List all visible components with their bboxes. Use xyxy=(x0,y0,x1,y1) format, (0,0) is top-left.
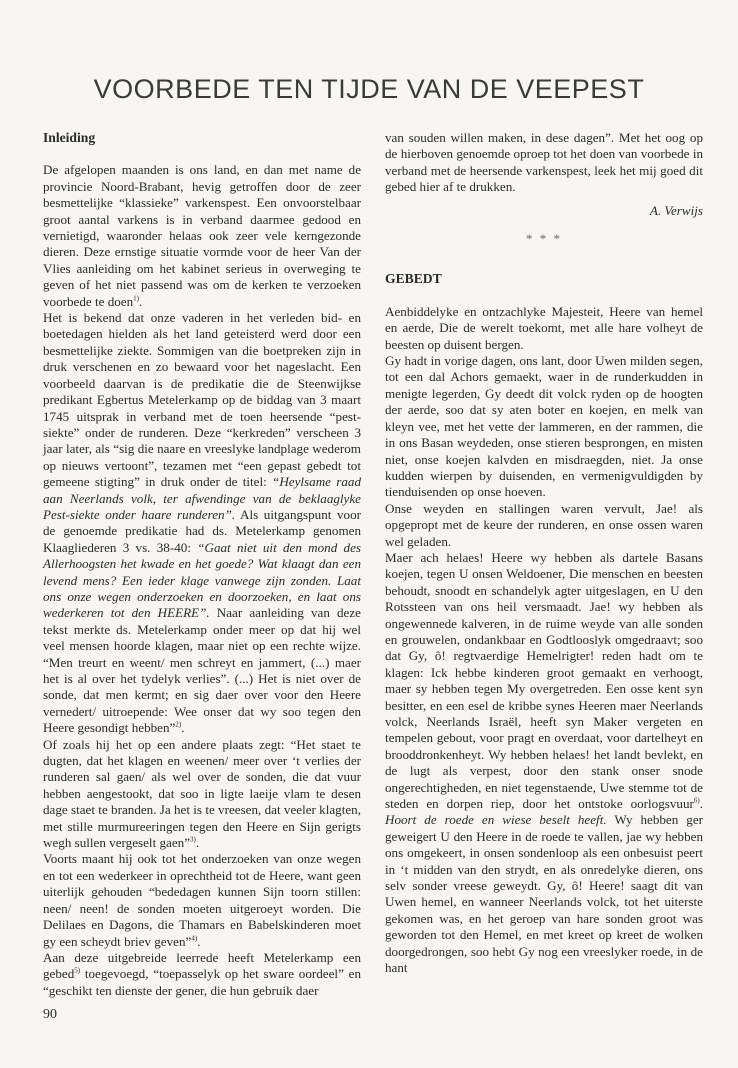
page-number: 90 xyxy=(43,1007,57,1022)
left-column xyxy=(43,130,361,999)
paragraph-4: Voorts maant hij ook tot het onderzoeken van onze wegen en tot een wederkeer in oprechtheid tot de Heere, want geen uiterlijk gehouden “bededagen kunnen Sijn toorn stillen: neen/ neen! de sonden moeten uitgeroeyt worden. Die Delilaes en Dagons, die Thamars en Babelskinderen moet gy een scheydt briev geven”$^{4)}$. xyxy=(43,851,361,949)
paragraph-5: Aan deze uitgebreide leerrede heeft Metelerkamp een gebed$^{5)}$ toegevoegd, “toepasselyk op het sware oordeel” en “geschikt ten dienste der gener, die hun gebruik daer xyxy=(43,949,361,998)
paragraph-3: Of zoals hij het op een andere plaats zegt: “Het staet te dugten, dat het klagen en weenen/ meer over ‘t verlies der runderen sal gaen/ als wel over de sonden, die dat vuur hebben aengestookt, dat soo in ligte laeije vlam te desen dage staet te branden. Ja het is te vreesen, dat veeler klagten, met stille murmureeringen tegen den Heere en Sijn gerigts wegh sullen vergeselt gaen”$^{3)}$. xyxy=(43,736,361,851)
footnote-ref-5[interactable]: 5) xyxy=(74,966,81,975)
paragraph-continued: van souden willen maken, in dese dagen”. Met het oog op de hierboven genoemde oproep tot het doen van voorbede in verband met de heersende varkenspest, leek het mij goed dit gebed hier af te drukken. xyxy=(385,130,703,195)
prayer-paragraph-2: Gy hadt in vorige dagen, ons lant, door Uwen milden segen, tot een dal Achors gemaekt, waer in de runderkudden in menigte legerden, Gy deedt dit volck ryden op de hoogten der aerde, soo dat sy aten boter en koejen, en melk van kleyn vee, met het vette der lammeren, en der rammen, die in ons Basan weydeden, onse stieren besprongen, en misten niet, onse koejen kalvden en misdraegden, niet. Ja onse kudden wierpen by duisenden, en vermenigvuldigden by tienduisenden op onse hoeven. xyxy=(385,353,703,500)
footnote-ref-3[interactable]: 3) xyxy=(190,835,196,844)
right-column xyxy=(385,130,703,977)
scripture-quote: “Gaat niet uit den mond des Allerhoogsten het kwade en het goede? Wat klaagt dan een levend mens? Een ieder klage vanwege zijn zonden. Laat ons onze wegen onderzoeken en doorzoeken, en laat ons wederkeren tot den HEERE”. xyxy=(43,539,362,621)
prayer-paragraph-4: Maer ach helaes! Heere wy hebben als dartele Basans koejen, tegen U onsen Weldoener, Die menschen en beesten behoudt, snoodt en schandelyk agter uitgeslagen, en U den Rotssteen van ons heil versmaadt. Jae! wy hebben als ongewennede kalveren, in de ruime weyde van alle sonden en grouwelen, ondankbaar en Godtlooslyk omgedraavt; soo dat Gy, ô! regtvaerdige Hemelrigter! reden hadt om te klagen: Ick hebbe kinderen groot gemaakt en verhoogt, maer sy hebben tegen My overgetreden. Een osse kent syn besitter, en een esel de kribbe synes Heeren maer Neerlands volck, Neerlands Israël, heeft syn Maker vergeten en tempelen gebout, voor pragt en overdaat, voor dartelheyt en brooddronkenheyt. Wy hebben helaes! het landt bevlekt, en de lugt als verpest, door den stank onser snode ongerechtigheden, en niet tegenstaende, Uwe stemme tot de steden en dorpen riep, door het ontstoke oorlogsvuur$^{6)}$. Hoort de roede en wiese beselt heeft. Wy hebben ger geweigert U den Heere in de roede te vallen, jae wy hebben ons omgekeert, in onsen sondenloop als een onbesuist peert in ‘t midden van den strydt, en als onredelyke dieren, ons selv sonder vreese geweydt. Gy, ô! Heere! saagt dit van Uwen hemel, en wanneer Neerlands volck, tot het uiterste gekomen was, en het geroep van hare sonden groot was geworden tot den Hemel, en met kreet op kreet de wolken doorgedrongen, soo hebt Gy nog een vreeslyker roede, in de hant xyxy=(385,549,704,976)
prayer-paragraph-3: Onse weyden en stallingen waren vervult, Jae! als opgepropt met de keure der runderen, en onse ossen waren wel geladen. xyxy=(385,500,703,549)
author-signature: A. Verwijs xyxy=(649,202,703,218)
footnote-ref-6[interactable]: 6) xyxy=(693,796,700,805)
paragraph-2: Het is bekend dat onze vaderen in het verleden bid- en boetedagen hielden als het land geteisterd werd door een besmettelijke ziekte. Sommigen van die boetpreken zijn in druk verschenen en zo bewaard voor het nageslacht. Een voorbeeld daarvan is de predikatie die de Steenwijkse predikant Egbertus Metelerkamp op de biddag van 3 maart 1745 uitsprak in verband met de toen heersende “pest-siekte” onder de runderen. Deze “kerkreden” verscheen 3 jaar later, als “sig die naare en vreeslyke landplage wederom op nieuws vertoont”, tezamen met “een gepast gebedt tot gemeene stigting” in druk onder de titel: “Heylsame raad aan Neerlands volk, ter afwendinge van de beklaaglyke Pest-siekte onder haare runderen”. Als uitgangspunt voor de genoemde predikatie had ds. Metelerkamp genomen Klaagliederen 3 vs. 38-40: “Gaat niet uit den mond des Allerhoogsten het kwade en het goede? Wat klaagt dan een levend mens? Een ieder klage vanwege zijn zonden. Laat ons onze wegen onderzoeken en doorzoeken, en laat ons wederkeren tot den HEERE”. Naar aanleiding van deze tekst merkte ds. Metelerkamp onder meer op dat hij wel veel mensen hoorde klagen, maar niet op een rechte wijze. “Men treurt en weent/ men schreyt en jammert, (...) maer het is al over het tydelyk verlies”. (...) Het is niet over de sonde, dat men kermt; en sig daer over voor den Heere vernedert/ uitroepende: Wee onser dat wy soo tegen den Heere gesondigt hebben”$^{2)}$. xyxy=(43,310,362,736)
paragraph-1: De afgelopen maanden is ons land, en dan met name de provincie Noord-Brabant, hevig getroffen door de zeer besmettelijke “klassieke” varkenspest. Een onvoorstelbaar groot aantal varkens is in verband daarmee gedood en vernietigd, waaronder helaas ook zeer vele kerngezonde dieren. Deze ernstige situatie vormde voor de heer Van der Vlies aanleiding om het kabinet serieus in overweging te geven of het niet passend was om de kerken te verzoeken voorbede te doen$^{1)}$. xyxy=(43,162,361,309)
page-title: VOORBEDE TEN TIJDE VAN DE VEEPEST xyxy=(93,74,645,104)
section-heading-gebedt: GEBEDT xyxy=(385,271,442,287)
footnote-ref-1[interactable]: 1) xyxy=(133,294,140,303)
italic-phrase: Hoort de roede en wiese beselt heeft. xyxy=(385,812,607,828)
footnote-ref-2[interactable]: 2) xyxy=(175,720,182,729)
footnote-ref-4[interactable]: 4) xyxy=(191,934,198,943)
prayer-paragraph-1: Aenbiddelyke en ontzachlyke Majesteit, Heere van hemel en aerde, Die de werelt toekomt, met alle hare volheyt de beesten op duisent bergen. xyxy=(385,303,703,352)
separator: * * * xyxy=(525,231,563,247)
book-title: “Heylsame raad aan Neerlands volk, ter afwendinge van de beklaaglyke Pest-siekte onder haare runderen”. xyxy=(43,474,361,522)
section-heading-inleiding: Inleiding xyxy=(43,130,96,145)
